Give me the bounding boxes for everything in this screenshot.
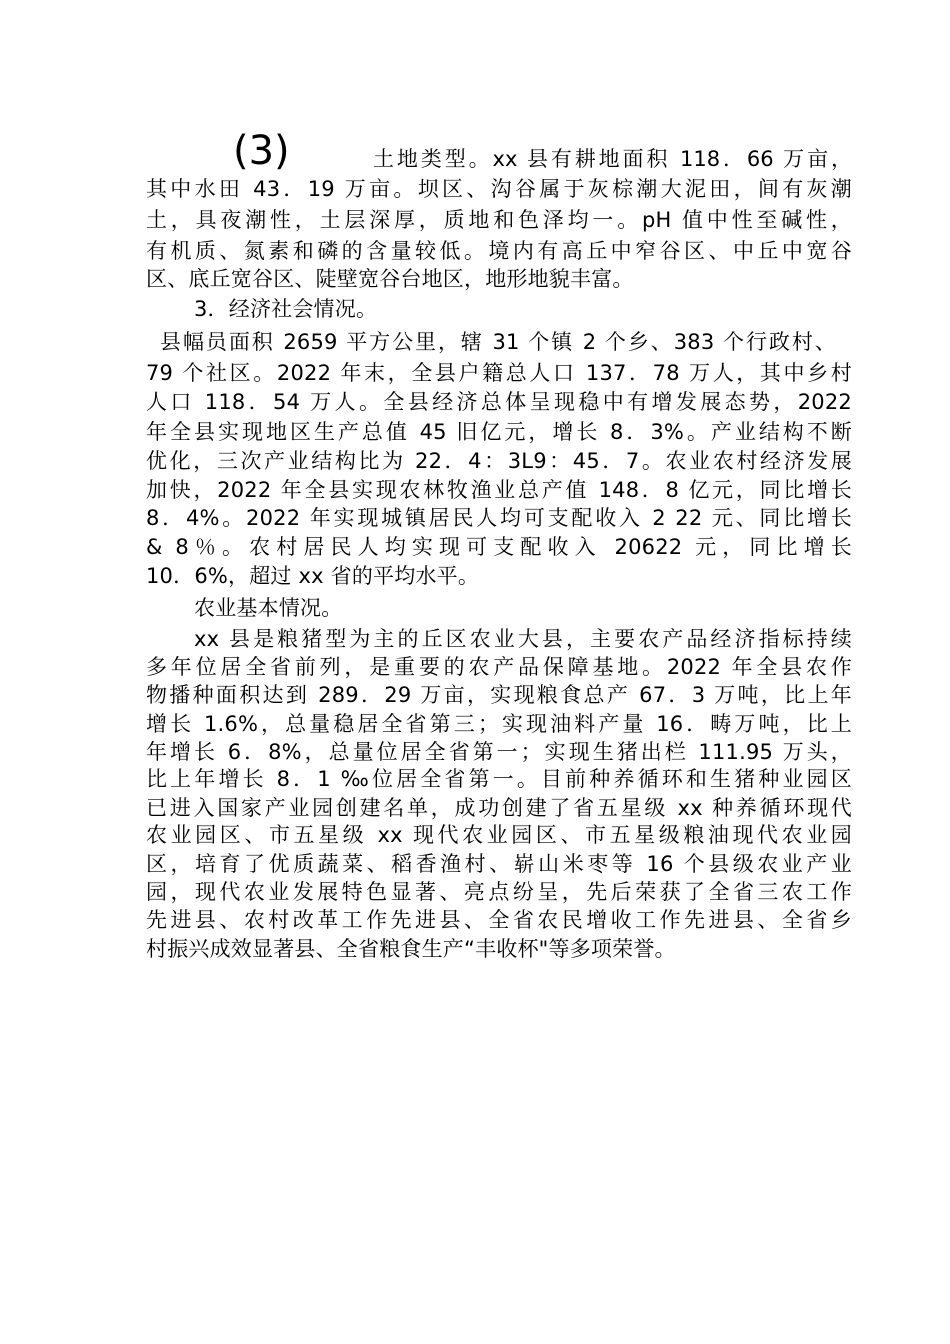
paragraph-line: 年增长 6．8%，总量位居全省第一；实现生猪出栏 111.95 万头， [146, 740, 852, 764]
paragraph-line: 79 个社区。2022 年末，全县户籍总人口 137．78 万人，其中乡村 [146, 361, 852, 385]
paragraph-line: 其中水田 43．19 万亩。坝区、沟谷属于灰棕潮大泥田，间有灰潮 [146, 177, 852, 201]
section-heading: 农业基本情况。 [194, 596, 343, 620]
paragraph-line: 优化，三次产业结构比为 22．4：3L9：45．7。农业农村经济发展 [146, 449, 852, 473]
paragraph-line: 人口 118．54 万人。全县经济总体呈现稳中有增发展态势，2022 [146, 390, 852, 414]
paragraph-line: 有机质、氮素和磷的含量较低。境内有高丘中窄谷区、中丘中宽谷 [146, 239, 852, 263]
paragraph-line: & 8％。农村居民人均实现可支配收入 20622 元，同比增长 [146, 535, 852, 559]
paragraph-line: 加快，2022 年全县实现农林牧渔业总产值 148．8 亿元，同比增长 [146, 478, 852, 502]
paragraph-line: 比上年增长 8．1 ‰位居全省第一。目前种养循环和生猪种业园区 [146, 767, 852, 791]
paragraph-line: 先进县、农村改革工作先进县、全省农民增收工作先进县、全省乡 [146, 908, 852, 932]
paragraph-line: 区，培育了优质蔬菜、稻香渔村、崭山米枣等 16 个县级农业产业 [146, 852, 852, 876]
paragraph-line: 县幅员面积 2659 平方公里，辖 31 个镇 2 个乡、383 个行政村、 [160, 330, 836, 354]
paragraph-line: 村振兴成效显著县、全省粮食生产“丰收杯"等多项荣誉。 [146, 937, 676, 961]
paragraph-line: 园，现代农业发展特色显著、亮点纷呈，先后荣获了全省三农工作 [146, 880, 852, 904]
paragraph-line: 土地类型。xx 县有耕地面积 118．66 万亩， [373, 147, 852, 171]
paragraph-line: 年全县实现地区生产总值 45 旧亿元，增长 8．3%。产业结构不断 [146, 420, 852, 444]
paragraph-line: 8．4%。2022 年实现城镇居民人均可支配收入 2 22 元、同比增长 [146, 506, 852, 530]
paragraph-line: 10．6%，超过 xx 省的平均水平。 [146, 564, 480, 588]
paragraph-line: 增长 1.6%，总量稳居全省第三；实现油料产量 16．畴万吨，比上 [146, 712, 852, 736]
paragraph-line: xx 县是粮猪型为主的丘区农业大县，主要农产品经济指标持续 [194, 627, 852, 651]
paragraph-line: 多年位居全省前列，是重要的农产品保障基地。2022 年全县农作 [146, 655, 852, 679]
paragraph-line: 物播种面积达到 289．29 万亩，实现粮食总产 67．3 万吨，比上年 [146, 683, 852, 707]
paragraph-line: 土，具夜潮性，土层深厚，质地和色泽均一。pH 值中性至碱性， [146, 208, 852, 232]
paragraph-line: 区、底丘宽谷区、陡壁宽谷台地区，地形地貌丰富。 [146, 267, 634, 291]
paragraph-line: 农业园区、市五星级 xx 现代农业园区、市五星级粮油现代农业园 [146, 823, 852, 847]
section-marker: (3) [233, 128, 290, 174]
paragraph-line: 已进入国家产业园创建名单，成功创建了省五星级 xx 种养循环现代 [146, 796, 852, 820]
section-heading: 3．经济社会情况。 [194, 297, 378, 321]
